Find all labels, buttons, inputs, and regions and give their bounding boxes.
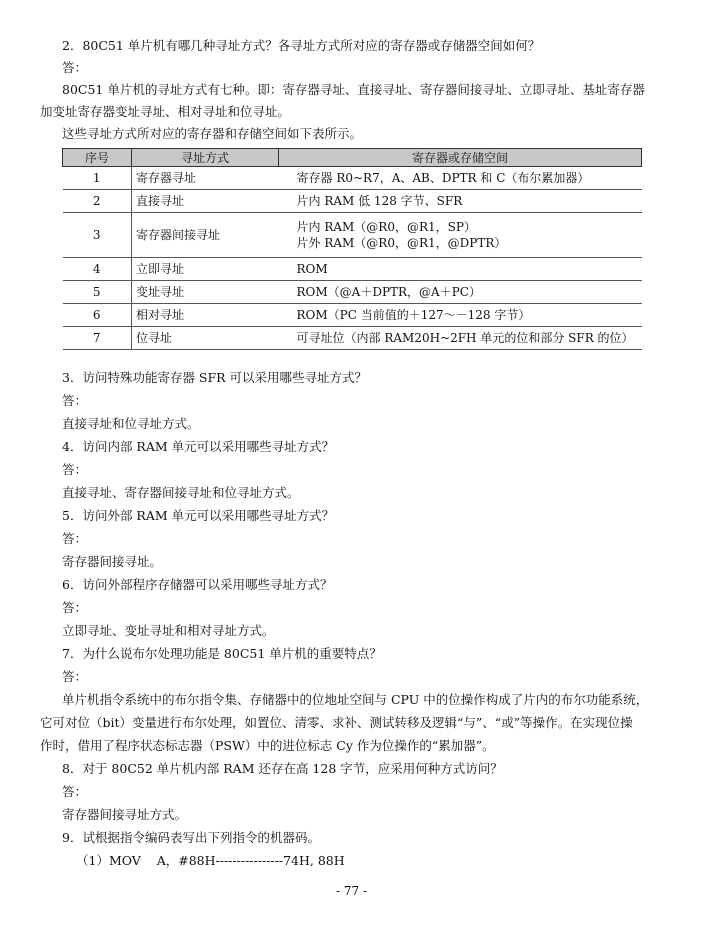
row-space-line: 片外 RAM（@R0，@R1，@DPTR） bbox=[296, 236, 507, 250]
table-row bbox=[63, 327, 642, 350]
row-space: 寄存器 R0~R7，A、AB、DPTR 和 C（布尔累加器） bbox=[279, 167, 642, 190]
q4-answer-label: 答： bbox=[62, 462, 88, 477]
table-row bbox=[63, 190, 642, 213]
row-mode: 相对寻址 bbox=[132, 304, 279, 327]
q7-answer-line2: 它可对位（bit）变量进行布尔处理，如置位、清零、求补、测试转移及逻辑“与”、“或”等操作。在实现位操 bbox=[40, 715, 633, 730]
header-number: 序号 bbox=[63, 149, 132, 167]
table-row bbox=[63, 258, 642, 281]
q2-answer-label: 答： bbox=[62, 60, 88, 75]
q8-answer: 寄存器间接寻址方式。 bbox=[62, 807, 188, 822]
q3-question: 3．访问特殊功能寄存器 SFR 可以采用哪些寻址方式？ bbox=[62, 370, 368, 385]
q7-answer-label: 答： bbox=[62, 669, 88, 684]
row-space bbox=[279, 213, 642, 258]
row-mode: 寄存器寻址 bbox=[132, 167, 279, 190]
q7-question: 7．为什么说布尔处理功能是 80C51 单片机的重要特点？ bbox=[62, 646, 382, 661]
q4-question: 4．访问内部 RAM 单元可以采用哪些寻址方式？ bbox=[62, 439, 335, 454]
q3-answer: 直接寻址和位寻址方式。 bbox=[62, 416, 200, 431]
q6-question: 6．访问外部程序存储器可以采用哪些寻址方式？ bbox=[62, 577, 333, 592]
table-row bbox=[63, 281, 642, 304]
row-number: 4 bbox=[63, 258, 132, 281]
row-mode: 立即寻址 bbox=[132, 258, 279, 281]
q7-answer-line1: 单片机指令系统中的布尔指令集、存储器中的位地址空间与 CPU 中的位操作构成了片内的布尔功能系统， bbox=[62, 692, 649, 707]
table-header-row bbox=[63, 149, 642, 167]
row-number: 5 bbox=[63, 281, 132, 304]
row-mode: 寄存器间接寻址 bbox=[132, 213, 279, 258]
row-space: ROM bbox=[279, 258, 642, 281]
q5-question: 5．访问外部 RAM 单元可以采用哪些寻址方式？ bbox=[62, 508, 335, 523]
row-number: 2 bbox=[63, 190, 132, 213]
table-row bbox=[63, 167, 642, 190]
row-mode: 变址寻址 bbox=[132, 281, 279, 304]
q5-answer: 寄存器间接寻址。 bbox=[62, 554, 163, 569]
q9-question: 9．试根据指令编码表写出下列指令的机器码。 bbox=[62, 830, 320, 845]
q6-answer: 立即寻址、变址寻址和相对寻址方式。 bbox=[62, 623, 275, 638]
row-space: 片内 RAM 低 128 字节、SFR bbox=[279, 190, 642, 213]
q3-answer-label: 答： bbox=[62, 393, 88, 408]
row-number: 7 bbox=[63, 327, 132, 350]
row-mode: 位寻址 bbox=[132, 327, 279, 350]
q4-answer: 直接寻址、寄存器间接寻址和位寻址方式。 bbox=[62, 485, 300, 500]
q2-answer-line2: 加变址寄存器变址寻址、相对寻址和位寻址。 bbox=[40, 104, 291, 119]
q2-table-intro: 这些寻址方式所对应的寄存器和存储空间如下表所示。 bbox=[62, 126, 363, 141]
row-space: 可寻址位（内部 RAM20H~2FH 单元的位和部分 SFR 的位） bbox=[279, 327, 642, 350]
table-row bbox=[63, 304, 642, 327]
q7-answer-line3: 作时，借用了程序状态标志器（PSW）中的进位标志 Cy 作为位操作的“累加器”。 bbox=[40, 738, 495, 753]
q8-question: 8．对于 80C52 单片机内部 RAM 还存在高 128 字节，应采用何种方式访问？ bbox=[62, 761, 503, 776]
row-number: 3 bbox=[63, 213, 132, 258]
q2-question: 2．80C51 单片机有哪几种寻址方式？各寻址方式所对应的寄存器或存储器空间如何？ bbox=[62, 38, 541, 53]
row-space: ROM（@A＋DPTR，@A＋PC） bbox=[279, 281, 642, 304]
page-number: - 77 - bbox=[335, 884, 367, 898]
row-mode: 直接寻址 bbox=[132, 190, 279, 213]
row-space-line: 片内 RAM（@R0，@R1，SP） bbox=[296, 220, 476, 234]
header-space: 寄存器或存储空间 bbox=[279, 149, 642, 167]
row-number: 1 bbox=[63, 167, 132, 190]
q8-answer-label: 答： bbox=[62, 784, 88, 799]
row-number: 6 bbox=[63, 304, 132, 327]
q5-answer-label: 答： bbox=[62, 531, 88, 546]
q9-item1: （1）MOV A，#88H----------------74H, 88H bbox=[76, 853, 345, 868]
header-mode: 寻址方式 bbox=[132, 149, 279, 167]
addressing-mode-table bbox=[62, 148, 642, 350]
q6-answer-label: 答： bbox=[62, 600, 88, 615]
row-space: ROM（PC 当前值的＋127～－128 字节） bbox=[279, 304, 642, 327]
q2-answer-line1: 80C51 单片机的寻址方式有七种。即：寄存器寻址、直接寻址、寄存器间接寻址、立即寻址、基址寄存器 bbox=[62, 82, 645, 97]
table-row bbox=[63, 213, 642, 258]
